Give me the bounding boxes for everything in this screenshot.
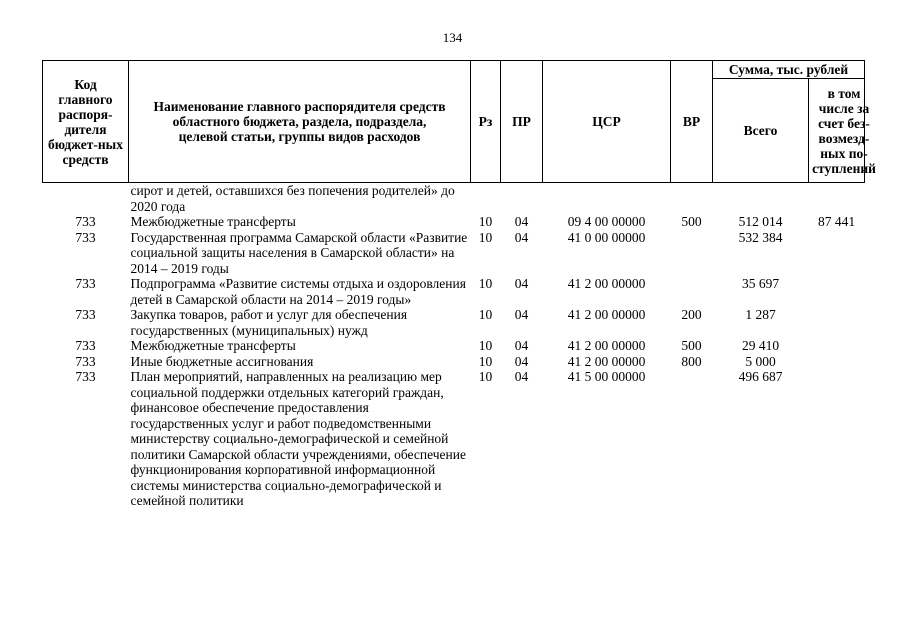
cell-csr: 41 2 00 00000 <box>567 338 646 353</box>
cell-rz: 10 <box>478 229 493 245</box>
cell-pr: 04 <box>514 229 529 245</box>
cell-code: 733 <box>75 307 96 322</box>
cell-name: Межбюджетные трансферты <box>130 338 296 353</box>
header-pr: ПР <box>501 61 543 183</box>
table-row <box>43 214 865 230</box>
cell-code: 733 <box>75 276 96 291</box>
cell-incl <box>809 276 865 307</box>
header-csr: ЦСР <box>543 61 671 183</box>
cell-csr: 09 4 00 00000 <box>567 214 646 229</box>
table-row <box>43 354 865 370</box>
header-name: Наименование главного распорядителя средств областного бюджета, раздела, подраздела, целевой статьи, группы видов расходов <box>129 61 471 183</box>
cell-total: 512 014 <box>738 214 783 229</box>
cell-code: 733 <box>75 229 96 245</box>
cell-name: Подпрограмма «Развитие системы отдыха и оздоровления детей в Самарской области на 2014 – 2019 годы» <box>130 276 466 307</box>
cell-name: План мероприятий, направленных на реализацию мер социальной поддержки отдельных категорий граждан, финансовое обеспечение предоставления государственных услуг и работ подведомственными министерству социально-демографической и семейной политики Самарской области учреждениями, обеспечение функционирования корпоративной информационной системы министерства социально-демографической и семейной политики <box>130 369 466 508</box>
cell-vr: 500 <box>681 338 702 353</box>
cell-rz: 10 <box>478 369 493 384</box>
cell-csr: 41 0 00 00000 <box>567 229 646 245</box>
cell-incl <box>809 183 865 215</box>
cell-vr <box>671 230 713 277</box>
cell-name: Иные бюджетные ассигнования <box>130 353 314 369</box>
cell-pr <box>501 183 543 215</box>
cell-pr: 04 <box>514 353 529 369</box>
table-row <box>43 183 865 215</box>
cell-csr: 41 2 00 00000 <box>567 307 646 322</box>
table-row <box>43 369 865 509</box>
cell-csr: 41 2 00 00000 <box>567 276 646 291</box>
cell-total: 29 410 <box>741 338 780 353</box>
cell-code: 733 <box>75 369 96 384</box>
cell-incl: 87 441 <box>817 214 856 229</box>
cell-total: 496 687 <box>738 369 783 384</box>
header-rz: Рз <box>471 61 501 183</box>
cell-rz <box>471 183 501 215</box>
header-vr: ВР <box>671 61 713 183</box>
cell-incl <box>809 338 865 354</box>
cell-name: Государственная программа Самарской области «Развитие социальной защиты населения в Самарской области» на 2014 – 2019 годы <box>130 229 468 276</box>
table-row <box>43 230 865 277</box>
header-code: Код главного распоря-дителя бюджет-ных средств <box>43 61 129 183</box>
cell-name: сирот и детей, оставшихся без попечения родителей» до 2020 года <box>130 183 455 214</box>
cell-pr: 04 <box>514 369 529 384</box>
cell-code: 733 <box>75 338 96 353</box>
cell-total: 1 287 <box>745 307 776 322</box>
cell-rz: 10 <box>478 214 493 229</box>
cell-rz: 10 <box>478 307 493 322</box>
cell-total: 35 697 <box>741 276 780 291</box>
cell-vr: 200 <box>681 307 702 322</box>
cell-vr <box>671 183 713 215</box>
cell-code: 733 <box>75 353 96 369</box>
cell-pr: 04 <box>514 276 529 291</box>
cell-incl <box>809 369 865 509</box>
header-total: Всего <box>713 79 809 183</box>
cell-total: 5 000 <box>745 353 776 369</box>
cell-incl <box>809 230 865 277</box>
cell-csr: 41 5 00 00000 <box>567 369 646 384</box>
cell-total <box>713 183 809 215</box>
table-row <box>43 276 865 307</box>
table-row <box>43 307 865 338</box>
page-number: 134 <box>442 30 463 45</box>
cell-code: 733 <box>75 214 96 229</box>
cell-code <box>43 183 129 215</box>
budget-table <box>42 60 876 509</box>
cell-csr <box>543 183 671 215</box>
cell-rz: 10 <box>478 276 493 291</box>
cell-vr <box>671 276 713 307</box>
cell-incl <box>809 307 865 338</box>
table-row <box>43 338 865 354</box>
cell-csr: 41 2 00 00000 <box>567 353 646 369</box>
cell-rz: 10 <box>478 353 493 369</box>
cell-total: 532 384 <box>738 229 783 245</box>
cell-vr: 500 <box>681 214 702 229</box>
cell-vr <box>671 369 713 509</box>
header-sum-group: Сумма, тыс. рублей <box>713 61 865 79</box>
cell-pr: 04 <box>514 214 529 229</box>
cell-name: Закупка товаров, работ и услуг для обеспечения государственных (муниципальных) нужд <box>130 307 408 338</box>
table-body <box>43 183 865 509</box>
cell-pr: 04 <box>514 307 529 322</box>
cell-incl <box>809 354 865 370</box>
cell-pr: 04 <box>514 338 529 353</box>
header-included: в том числе за счет без-возмезд-ных по-ступлений <box>809 79 865 183</box>
cell-name: Межбюджетные трансферты <box>130 214 296 229</box>
cell-vr: 800 <box>681 353 702 369</box>
cell-rz: 10 <box>478 338 493 353</box>
